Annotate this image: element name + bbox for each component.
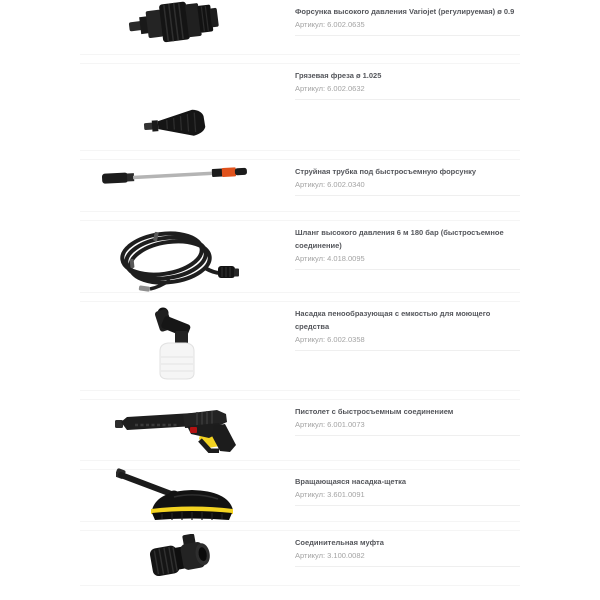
article-label: Артикул: — [295, 84, 326, 93]
product-image[interactable] — [128, 1, 220, 43]
article-number: 6.001.0073 — [327, 420, 365, 429]
divider — [295, 195, 520, 196]
product-title[interactable]: Вращающаяся насадка-щетка — [295, 477, 407, 486]
article-number: 3.100.0082 — [327, 551, 365, 560]
product-article — [295, 254, 520, 264]
article-number: 4.018.0095 — [327, 254, 365, 263]
product-image[interactable] — [143, 108, 208, 140]
product-title[interactable]: Форсунка высокого давления Variojet (регулируемая) ø 0.9 — [295, 7, 515, 16]
product-title[interactable]: Насадка пенообразующая с емкостью для моющего средства — [295, 309, 491, 331]
product-article — [295, 420, 520, 430]
product-image[interactable] — [100, 163, 250, 187]
trigger-gun-icon — [113, 405, 238, 453]
product-title[interactable]: Шланг высокого давления 6 м 180 бар (быстросъемное соединение) — [295, 228, 504, 250]
divider — [295, 99, 520, 100]
product-row — [80, 399, 520, 461]
divider — [295, 269, 520, 270]
article-label: Артикул: — [295, 20, 326, 29]
article-label: Артикул: — [295, 254, 326, 263]
product-row — [80, 0, 520, 55]
product-title[interactable]: Грязевая фреза ø 1.025 — [295, 71, 382, 80]
product-row — [80, 469, 520, 522]
coupling-icon — [148, 534, 214, 580]
product-article — [295, 84, 520, 94]
dirt-blaster-icon — [143, 108, 208, 140]
product-list — [80, 0, 520, 586]
product-image[interactable] — [148, 534, 214, 580]
product-article — [295, 490, 520, 500]
divider — [295, 350, 520, 351]
divider — [295, 505, 520, 506]
variojet-nozzle-icon — [128, 1, 220, 43]
divider — [295, 566, 520, 567]
product-image[interactable] — [116, 468, 238, 523]
product-title[interactable]: Пистолет с быстросъемным соединением — [295, 407, 454, 416]
foam-nozzle-icon — [148, 307, 206, 381]
article-number: 6.002.0635 — [327, 20, 365, 29]
article-label: Артикул: — [295, 180, 326, 189]
product-row — [80, 301, 520, 391]
product-title[interactable]: Соединительная муфта — [295, 538, 384, 547]
product-image[interactable] — [110, 229, 240, 293]
high-pressure-hose-icon — [110, 229, 240, 293]
spray-lance-icon — [100, 163, 250, 187]
product-article — [295, 551, 520, 561]
article-number: 6.002.0358 — [327, 335, 365, 344]
divider — [295, 35, 520, 36]
divider — [295, 435, 520, 436]
product-row — [80, 530, 520, 586]
product-row — [80, 159, 520, 212]
product-row — [80, 220, 520, 293]
product-title[interactable]: Струйная трубка под быстросъемную форсунку — [295, 167, 477, 176]
article-number: 3.601.0091 — [327, 490, 365, 499]
product-article — [295, 180, 520, 190]
article-label: Артикул: — [295, 420, 326, 429]
product-image[interactable] — [113, 405, 238, 453]
product-row — [80, 63, 520, 151]
article-number: 6.002.0632 — [327, 84, 365, 93]
article-label: Артикул: — [295, 551, 326, 560]
article-number: 6.002.0340 — [327, 180, 365, 189]
product-image[interactable] — [148, 307, 206, 381]
product-article — [295, 335, 520, 345]
article-label: Артикул: — [295, 335, 326, 344]
product-article — [295, 20, 520, 30]
article-label: Артикул: — [295, 490, 326, 499]
rotating-brush-icon — [116, 468, 238, 523]
